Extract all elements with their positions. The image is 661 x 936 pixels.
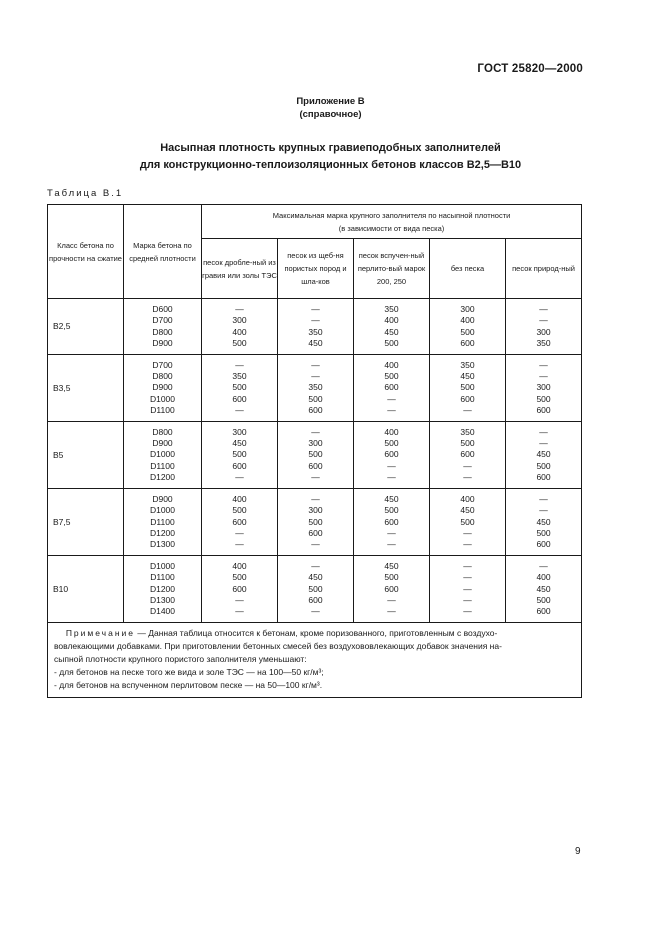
density-value: 300: [232, 426, 247, 437]
grade-value: D600: [152, 304, 173, 314]
density-value: 400: [384, 315, 399, 326]
grade-value: D1200: [149, 472, 176, 483]
grade-value: D1000: [149, 449, 176, 460]
note-line: - для бетонов на вспученном перлитовом песке — на 50—100 кг/м³.: [54, 679, 323, 690]
density-value: —: [463, 472, 472, 483]
density-value: —: [463, 594, 472, 605]
density-value: —: [463, 460, 472, 471]
density-table: [47, 204, 581, 698]
density-cell: [506, 354, 582, 421]
note-line: - для бетонов на песке того же вида и золе ТЭС — на 100—50 кг/м³;: [54, 666, 324, 677]
density-value: 600: [308, 594, 323, 605]
density-value: —: [311, 472, 320, 483]
note-cell: [48, 622, 582, 697]
density-value: 500: [536, 393, 551, 404]
density-value: 350: [536, 338, 551, 349]
density-value: 600: [536, 405, 551, 416]
density-value: 600: [460, 338, 475, 349]
note-line: вовлекающими добавками. При приготовлении бетонных смесей без воздухововлекающих добавок значения на-: [54, 640, 502, 651]
density-value: —: [387, 460, 396, 471]
density-value: —: [311, 426, 320, 437]
note-text: — Данная таблица относится к бетонам, кроме поризованного, приготовленным с воздухо-: [135, 627, 498, 638]
grade-cell: [124, 488, 202, 555]
column-header-group: [202, 205, 582, 239]
density-value: 600: [384, 516, 399, 527]
density-value: 450: [460, 371, 475, 382]
density-cell: [278, 488, 354, 555]
density-cell: [430, 555, 506, 622]
density-value: 300: [536, 326, 551, 337]
density-value: 500: [384, 371, 399, 382]
grade-cell: [124, 354, 202, 421]
density-cell: [354, 555, 430, 622]
density-value: 600: [536, 472, 551, 483]
density-cell: [430, 421, 506, 488]
grade-value: D1000: [149, 505, 176, 516]
density-value: 600: [460, 449, 475, 460]
density-value: 600: [308, 527, 323, 538]
grade-value: D900: [152, 438, 173, 449]
column-header-sand-2: песок из щеб-ня пористых пород и шла-ков: [278, 239, 354, 299]
document-title-line-2: для конструкционно-теплоизоляционных бетонов классов В2,5—В10: [139, 159, 522, 171]
density-value: 400: [384, 359, 399, 370]
density-cell: [354, 354, 430, 421]
grade-value: D1100: [150, 405, 175, 416]
density-value: 300: [536, 382, 551, 393]
grade-value: D800: [152, 371, 173, 382]
column-header-grade: Марка бетона по средней плотности: [124, 205, 202, 299]
density-value: —: [463, 539, 472, 550]
standard-code: ГОСТ 25820—2000: [477, 63, 583, 75]
density-cell: [430, 299, 506, 355]
density-value: 500: [308, 583, 323, 594]
density-value: 300: [308, 505, 323, 516]
density-value: —: [539, 426, 548, 437]
density-cell: [202, 488, 278, 555]
grade-value: D1100: [150, 516, 175, 527]
density-value: 400: [536, 572, 551, 583]
density-cell: [506, 299, 582, 355]
density-cell: [430, 488, 506, 555]
density-value: —: [311, 315, 320, 326]
density-value: —: [539, 438, 548, 449]
density-cell: [202, 354, 278, 421]
table-row: [48, 421, 582, 488]
grade-value: D700: [152, 359, 173, 370]
density-value: 400: [460, 493, 475, 504]
density-cell: [506, 421, 582, 488]
density-value: 500: [384, 505, 399, 516]
column-header-sand-5: песок природ-ный: [506, 239, 582, 299]
column-header-sand-3: песок вспучен-ный перлито-вый марок 200, 250: [354, 239, 430, 299]
grade-value: D900: [152, 338, 173, 349]
density-value: 450: [536, 516, 551, 527]
density-cell: [506, 488, 582, 555]
density-value: —: [539, 315, 548, 326]
density-value: —: [539, 371, 548, 382]
density-value: 300: [232, 315, 247, 326]
density-value: 400: [232, 560, 247, 571]
density-value: 300: [460, 304, 475, 314]
density-value: —: [235, 606, 244, 617]
density-value: —: [387, 472, 396, 483]
density-value: 600: [384, 449, 399, 460]
density-value: —: [235, 594, 244, 605]
grade-cell: [124, 555, 202, 622]
density-value: 500: [232, 505, 247, 516]
density-cell: [354, 299, 430, 355]
density-value: —: [463, 527, 472, 538]
density-value: 600: [232, 583, 247, 594]
density-cell: [202, 421, 278, 488]
concrete-class-cell: В5: [48, 421, 124, 488]
density-cell: [354, 488, 430, 555]
table-label: Таблица В.1: [47, 188, 124, 199]
note-label: Примечание: [65, 627, 136, 638]
density-value: —: [539, 560, 548, 571]
density-value: 350: [308, 326, 323, 337]
density-value: —: [311, 371, 320, 382]
table-row: [48, 354, 582, 421]
density-value: 600: [384, 583, 399, 594]
density-value: 350: [232, 371, 247, 382]
density-cell: [278, 299, 354, 355]
density-value: 500: [384, 438, 399, 449]
concrete-class-cell: В2,5: [48, 299, 124, 355]
density-value: —: [463, 572, 472, 583]
density-value: 400: [232, 326, 247, 337]
grade-value: D700: [152, 315, 173, 326]
concrete-class-cell: В7,5: [48, 488, 124, 555]
grade-cell: [124, 421, 202, 488]
grade-value: D1200: [149, 527, 176, 538]
density-value: 450: [308, 572, 323, 583]
density-value: 450: [536, 449, 551, 460]
column-header-sand-1: песок дробле-ный из гравия или золы ТЭС: [202, 239, 278, 299]
grade-value: D1000: [149, 560, 176, 571]
density-value: —: [387, 527, 396, 538]
density-value: —: [235, 359, 244, 370]
density-value: 600: [460, 393, 475, 404]
group-header-line-1: Максимальная марка крупного заполнителя по насыпной плотности: [272, 210, 511, 220]
density-value: —: [235, 304, 244, 314]
density-value: —: [539, 304, 548, 314]
density-value: 500: [232, 572, 247, 583]
grade-value: D800: [152, 426, 173, 437]
density-value: —: [463, 606, 472, 617]
grade-value: D900: [152, 493, 173, 504]
density-value: —: [235, 527, 244, 538]
grade-value: D800: [152, 326, 173, 337]
density-value: —: [311, 539, 320, 550]
density-value: —: [311, 606, 320, 617]
grade-value: D1300: [149, 539, 176, 550]
density-value: 350: [384, 304, 399, 314]
density-value: —: [311, 493, 320, 504]
density-value: 600: [232, 460, 247, 471]
density-value: 500: [384, 338, 399, 349]
density-value: 500: [232, 338, 247, 349]
density-value: —: [235, 539, 244, 550]
density-cell: [278, 555, 354, 622]
density-cell: [506, 555, 582, 622]
density-value: 500: [536, 594, 551, 605]
density-value: 500: [460, 438, 475, 449]
grade-value: D1200: [149, 583, 176, 594]
grade-value: D1100: [150, 572, 175, 583]
table-row: [48, 299, 582, 355]
density-value: 450: [384, 326, 399, 337]
density-value: 500: [460, 516, 475, 527]
grade-value: D1000: [149, 393, 176, 404]
density-cell: [202, 299, 278, 355]
density-value: 500: [536, 527, 551, 538]
density-value: 450: [460, 505, 475, 516]
density-cell: [202, 555, 278, 622]
concrete-class-cell: В10: [48, 555, 124, 622]
density-value: 400: [232, 493, 247, 504]
note-line: сыпной плотности крупного пористого заполнителя уменьшают:: [54, 653, 307, 664]
density-value: 600: [536, 606, 551, 617]
density-value: —: [235, 405, 244, 416]
density-value: 500: [308, 516, 323, 527]
appendix-title: Приложение В: [296, 96, 365, 107]
density-cell: [354, 421, 430, 488]
density-value: 400: [460, 315, 475, 326]
density-value: 500: [536, 460, 551, 471]
density-value: 600: [308, 405, 323, 416]
concrete-class-cell: В3,5: [48, 354, 124, 421]
density-value: 450: [384, 493, 399, 504]
density-value: 450: [384, 560, 399, 571]
density-value: 500: [308, 393, 323, 404]
grade-value: D900: [152, 382, 173, 393]
grade-cell: [124, 299, 202, 355]
density-value: —: [311, 359, 320, 370]
density-value: 450: [232, 438, 247, 449]
density-value: —: [387, 539, 396, 550]
column-header-class: Класс бетона по прочности на сжатие: [48, 205, 124, 299]
density-value: 600: [536, 539, 551, 550]
density-value: —: [539, 493, 548, 504]
density-value: 500: [308, 449, 323, 460]
density-value: 600: [232, 393, 247, 404]
grade-value: D1100: [150, 460, 175, 471]
density-cell: [430, 354, 506, 421]
document-title-line-1: Насыпная плотность крупных гравиеподобных заполнителей: [160, 142, 501, 154]
density-value: 500: [232, 449, 247, 460]
density-value: 350: [460, 426, 475, 437]
density-value: —: [235, 472, 244, 483]
grade-value: D1300: [149, 594, 176, 605]
appendix-type: (справочное): [299, 109, 362, 120]
table-row: [48, 488, 582, 555]
density-value: —: [387, 393, 396, 404]
density-value: —: [387, 594, 396, 605]
density-value: 350: [308, 382, 323, 393]
density-value: 600: [308, 460, 323, 471]
density-value: 350: [460, 359, 475, 370]
density-value: —: [539, 505, 548, 516]
density-value: —: [463, 583, 472, 594]
density-value: —: [387, 405, 396, 416]
density-value: 450: [536, 583, 551, 594]
density-value: —: [387, 606, 396, 617]
density-value: 300: [308, 438, 323, 449]
density-value: —: [311, 304, 320, 314]
density-value: 500: [460, 326, 475, 337]
note-line: [54, 627, 575, 640]
density-value: —: [463, 560, 472, 571]
density-value: —: [311, 560, 320, 571]
density-value: —: [539, 359, 548, 370]
group-header-line-2: (в зависимости от вида песка): [338, 223, 445, 233]
density-value: 600: [384, 382, 399, 393]
density-value: 450: [308, 338, 323, 349]
note-row: [48, 622, 582, 697]
density-value: 500: [384, 572, 399, 583]
density-value: 500: [232, 382, 247, 393]
density-value: 500: [460, 382, 475, 393]
page-number: 9: [575, 846, 581, 857]
grade-value: D1400: [149, 606, 176, 617]
column-header-sand-4: без песка: [430, 239, 506, 299]
density-value: —: [463, 405, 472, 416]
table-row: [48, 555, 582, 622]
density-value: 600: [232, 516, 247, 527]
density-cell: [278, 421, 354, 488]
density-cell: [278, 354, 354, 421]
density-value: 400: [384, 426, 399, 437]
